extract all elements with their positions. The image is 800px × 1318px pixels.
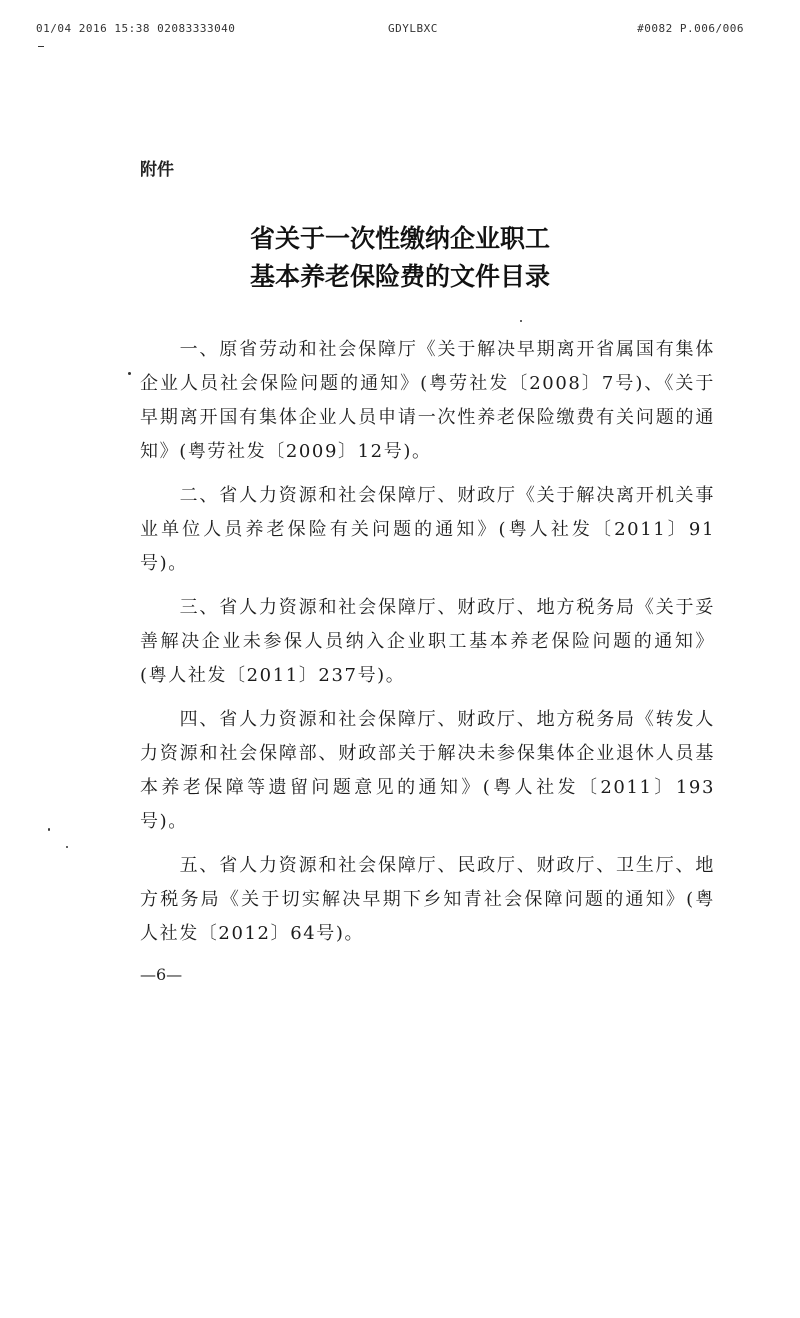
list-item-2: 二、省人力资源和社会保障厅、财政厅《关于解决离开机关事业单位人员养老保险有关问题的通知》(粤人社发〔2011〕91号)。 [140,485,715,574]
scan-speck [520,320,522,322]
list-item-1: 一、原省劳动和社会保障厅《关于解决早期离开省属国有集体企业人员社会保险问题的通知》(粤劳社发〔2008〕7号)、《关于早期离开国有集体企业人员申请一次性养老保险缴费有关问题的通知》(粤劳社发〔2009〕12号)。 [140,339,715,462]
list-item-5: 五、省人力资源和社会保障厅、民政厅、财政厅、卫生厅、地方税务局《关于切实解决早期下乡知青社会保障问题的通知》(粤人社发〔2012〕64号)。 [140,855,715,944]
document-body [140,333,715,961]
title-line-1: 省关于一次性缴纳企业职工 [249,224,550,253]
title-line-2: 基本养老保险费的文件目录 [249,262,550,291]
fax-header-datetime: 01/04 2016 15:38 02083333040 [36,22,236,35]
fax-header-page-info: #0082 P.006/006 [637,22,744,35]
scan-speck [48,828,50,831]
scan-speck [128,372,131,375]
scan-speck [38,46,44,47]
scan-speck [66,846,68,848]
page-number: —6— [140,965,183,984]
document-title [0,220,800,296]
fax-header [36,22,744,38]
attachment-label: 附件 [140,160,174,180]
list-item-4: 四、省人力资源和社会保障厅、财政厅、地方税务局《转发人力资源和社会保障部、财政部关于解决未参保集体企业退休人员基本养老保障等遗留问题意见的通知》(粤人社发〔2011〕193号)。 [140,709,715,832]
fax-header-sender: GDYLBXC [388,22,438,35]
list-item-3: 三、省人力资源和社会保障厅、财政厅、地方税务局《关于妥善解决企业未参保人员纳入企业职工基本养老保险问题的通知》(粤人社发〔2011〕237号)。 [140,597,715,686]
